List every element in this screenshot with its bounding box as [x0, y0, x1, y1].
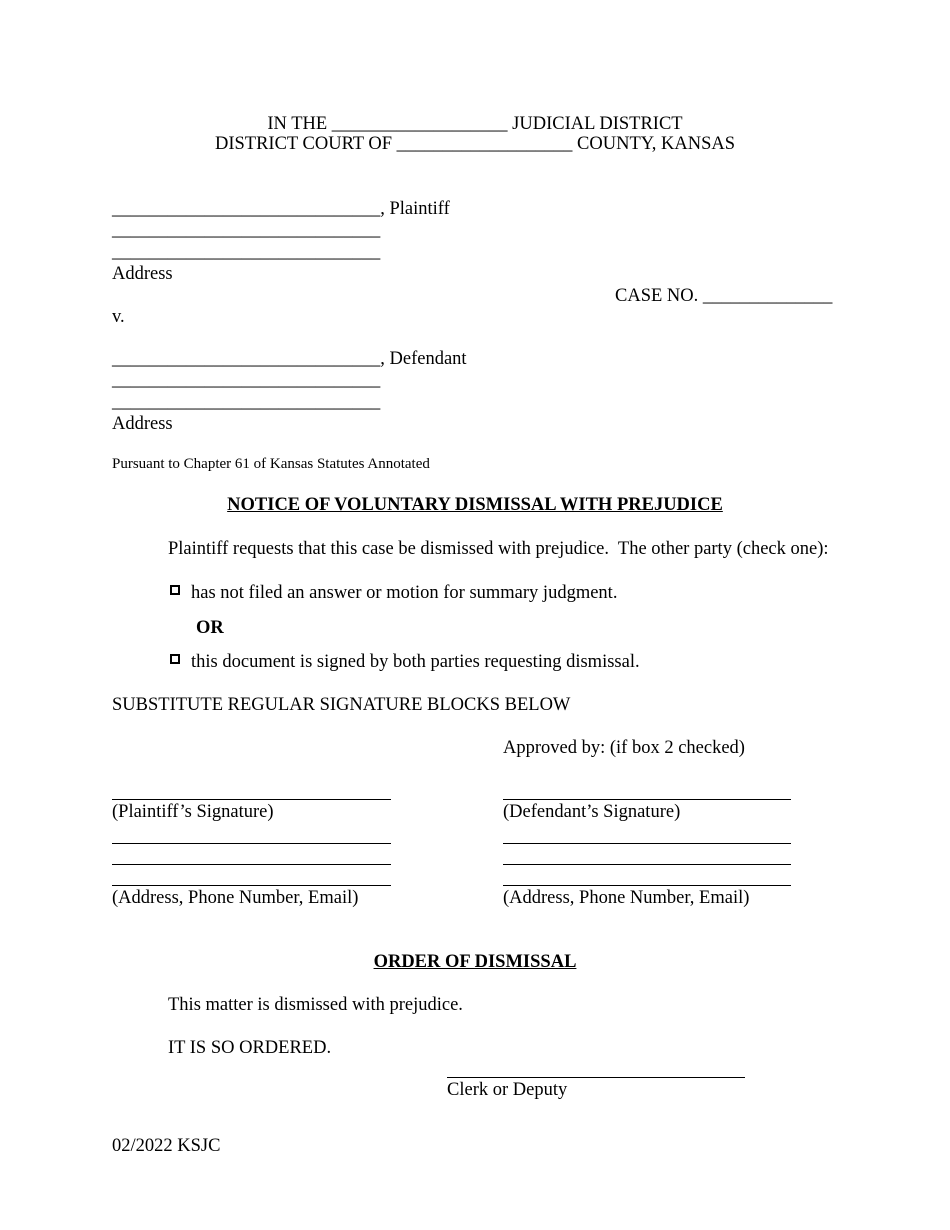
defendant-contact-line-2[interactable]: [503, 864, 791, 865]
option-2-label: this document is signed by both parties requesting dismissal.: [191, 652, 640, 672]
defendant-name-line: _____________________________, Defendant: [112, 349, 467, 369]
plaintiff-address-line-1: _____________________________: [112, 220, 381, 240]
plaintiff-signature-line[interactable]: [112, 799, 391, 800]
so-ordered-label: IT IS SO ORDERED.: [168, 1038, 332, 1058]
plaintiff-name-line: _____________________________, Plaintiff: [112, 199, 450, 219]
option-1-label: has not filed an answer or motion for summary judgment.: [191, 583, 618, 603]
court-district-line: IN THE ___________________ JUDICIAL DISTRICT: [267, 114, 683, 134]
statute-note: Pursuant to Chapter 61 of Kansas Statutes Annotated: [112, 456, 430, 472]
plaintiff-address-line-2: _____________________________: [112, 242, 381, 262]
plaintiff-address-label: Address: [112, 264, 173, 284]
form-code: 02/2022 KSJC: [112, 1136, 221, 1156]
order-body: This matter is dismissed with prejudice.: [168, 995, 463, 1015]
clerk-label: Clerk or Deputy: [447, 1080, 568, 1100]
signature-instruction: SUBSTITUTE REGULAR SIGNATURE BLOCKS BELOW: [112, 695, 571, 715]
defendant-signature-line[interactable]: [503, 799, 791, 800]
order-title: ORDER OF DISMISSAL: [373, 952, 577, 972]
or-label: OR: [196, 618, 224, 638]
defendant-address-line-1: _____________________________: [112, 370, 381, 390]
plaintiff-signature-label: (Plaintiff’s Signature): [112, 802, 274, 822]
option-2-checkbox[interactable]: [170, 654, 180, 664]
plaintiff-contact-label: (Address, Phone Number, Email): [112, 888, 359, 908]
option-1-checkbox[interactable]: [170, 585, 180, 595]
defendant-contact-line-3[interactable]: [503, 885, 791, 886]
approved-by-label: Approved by: (if box 2 checked): [503, 738, 745, 758]
court-county-line: DISTRICT COURT OF ___________________ COUNTY, KANSAS: [214, 134, 736, 154]
defendant-address-line-2: _____________________________: [112, 392, 381, 412]
clerk-signature-line[interactable]: [447, 1077, 745, 1078]
case-number-field: CASE NO. ______________: [615, 286, 833, 306]
plaintiff-contact-line-3[interactable]: [112, 885, 391, 886]
notice-title: NOTICE OF VOLUNTARY DISMISSAL WITH PREJUDICE: [227, 495, 723, 515]
defendant-contact-line-1[interactable]: [503, 843, 791, 844]
plaintiff-contact-line-2[interactable]: [112, 864, 391, 865]
defendant-contact-label: (Address, Phone Number, Email): [503, 888, 750, 908]
defendant-signature-label: (Defendant’s Signature): [503, 802, 681, 822]
defendant-address-label: Address: [112, 414, 173, 434]
versus-label: v.: [112, 307, 125, 327]
plaintiff-contact-line-1[interactable]: [112, 843, 391, 844]
notice-body: Plaintiff requests that this case be dismissed with prejudice. The other party (check one):: [168, 539, 829, 559]
